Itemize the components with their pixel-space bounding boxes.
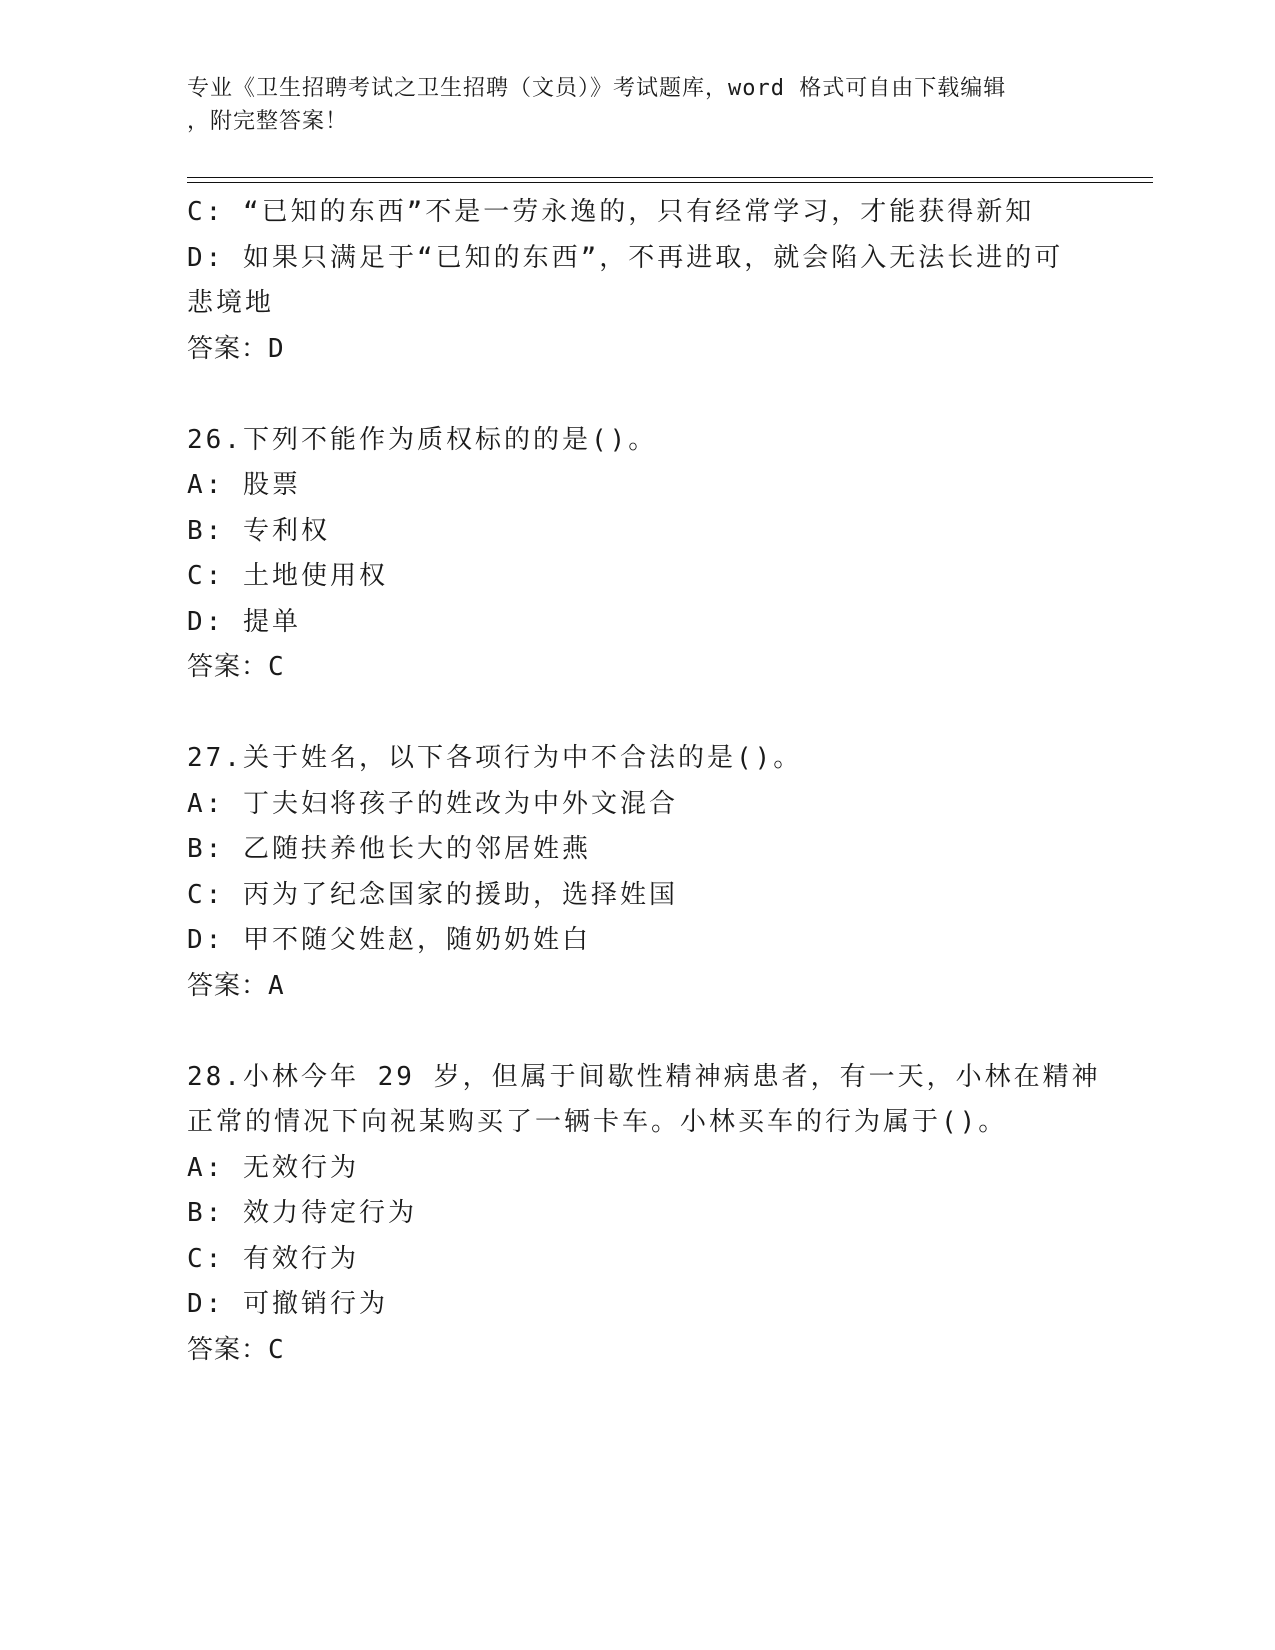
question-stem-continued: 正常的情况下向祝某购买了一辆卡车。小林买车的行为属于()。 xyxy=(187,1107,1008,1137)
question-list xyxy=(187,190,1101,1373)
header-line-2: ，附完整答案！ xyxy=(187,109,349,134)
answer-line xyxy=(187,645,1087,691)
option-c: C: 土地使用权 xyxy=(187,561,388,591)
option-d: D: 提单 xyxy=(187,606,301,637)
header-line-1: 专业《卫生招聘考试之卫生招聘（文员）》考试题库，word 格式可自由下载编辑 xyxy=(187,76,1007,101)
question-block-28 xyxy=(187,1055,1101,1374)
question-block-27 xyxy=(187,736,1087,1009)
option-b: B: 专利权 xyxy=(187,515,330,546)
answer-value: C xyxy=(268,652,285,682)
question-stem: 26.下列不能作为质权标的的是()。 xyxy=(187,424,658,455)
option-b: B: 乙随扶养他长大的邻居姓燕 xyxy=(187,834,591,864)
question-block-25-continued xyxy=(187,190,1087,372)
answer-label: 答案： xyxy=(187,1334,269,1365)
question-block-26 xyxy=(187,418,1087,691)
option-c: C: 有效行为 xyxy=(187,1243,359,1274)
option-b: B: 效力待定行为 xyxy=(187,1198,417,1228)
header-divider-top xyxy=(187,177,1153,178)
answer-value: A xyxy=(268,970,285,1001)
answer-label: 答案： xyxy=(187,333,269,364)
option-d: D: 如果只满足于“已知的东西”，不再进取，就会陷入无法长进的可 xyxy=(187,242,1064,273)
option-a: A: 股票 xyxy=(187,470,301,500)
document-header xyxy=(187,72,1067,138)
option-d-continued: 悲境地 xyxy=(187,288,275,318)
option-a: A: 丁夫妇将孩子的姓改为中外文混合 xyxy=(187,788,678,819)
option-c: C: “已知的东西”不是一劳永逸的，只有经常学习，才能获得新知 xyxy=(187,197,1035,227)
answer-line xyxy=(187,1328,1087,1374)
answer-value: C xyxy=(268,1334,285,1365)
option-a: A: 无效行为 xyxy=(187,1152,359,1183)
answer-line xyxy=(187,964,1087,1010)
question-stem: 27.关于姓名，以下各项行为中不合法的是()。 xyxy=(187,743,803,773)
option-d: D: 可撤销行为 xyxy=(187,1289,388,1319)
answer-value: D xyxy=(268,333,285,364)
answer-line xyxy=(187,327,1087,373)
option-d: D: 甲不随父姓赵，随奶奶姓白 xyxy=(187,925,591,955)
header-divider-bottom xyxy=(187,182,1153,183)
answer-label: 答案： xyxy=(187,652,269,682)
question-stem: 28.小林今年 29 岁，但属于间歇性精神病患者，有一天，小林在精神 xyxy=(187,1061,1101,1092)
option-c: C: 丙为了纪念国家的援助，选择姓国 xyxy=(187,879,678,910)
answer-label: 答案： xyxy=(187,970,269,1001)
